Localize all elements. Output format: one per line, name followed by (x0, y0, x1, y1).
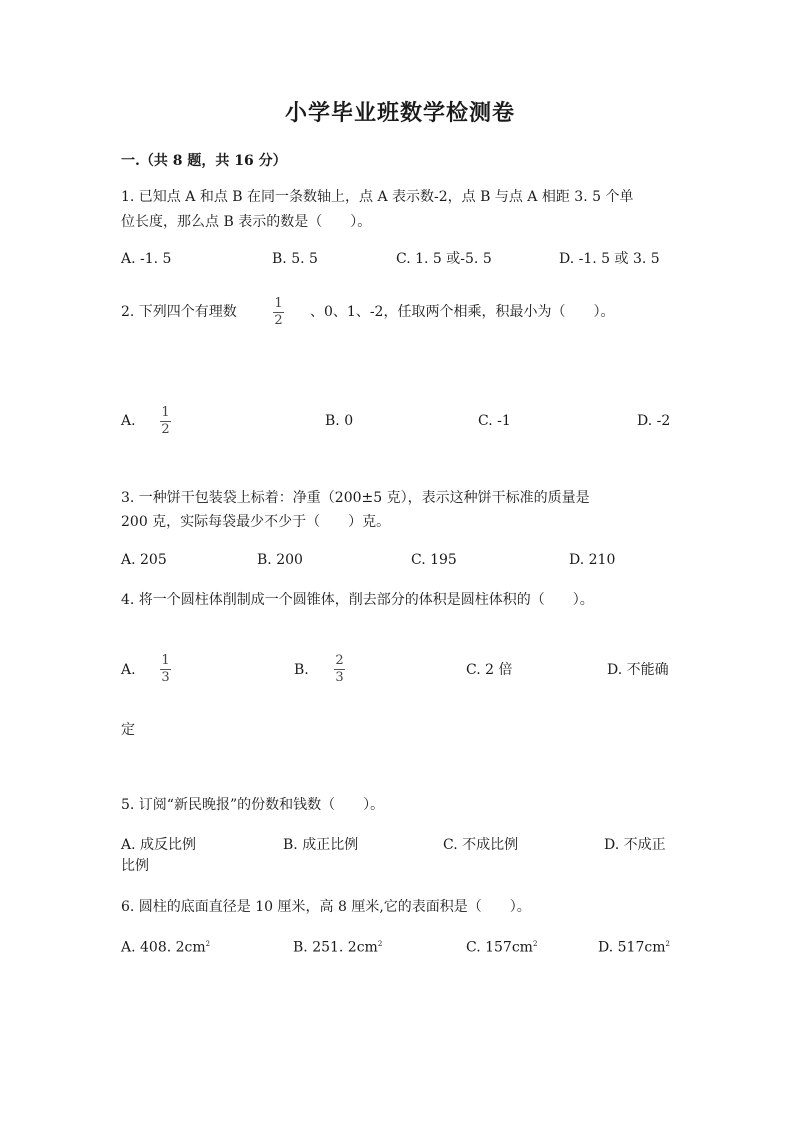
fraction-denominator: 3 (335, 670, 344, 685)
q5-option-d-line1: D. 不成正 (604, 837, 666, 853)
q2-option-d: D. -2 (637, 413, 671, 429)
fraction-numerator: 1 (274, 296, 283, 311)
q4-option-c: C. 2 倍 (466, 662, 513, 678)
q5-option-d-line2: 比例 (121, 858, 149, 874)
q1-text-line1: 1. 已知点 A 和点 B 在同一条数轴上，点 A 表示数-2，点 B 与点 A 相距 3. 5 个单 (121, 189, 634, 205)
fraction-numerator: 1 (161, 653, 170, 668)
section-heading: 一.（共 8 题，共 16 分） (121, 153, 287, 169)
q2-text-suffix: 、0、1、-2，任取两个相乘，积最小为（ ）。 (310, 304, 615, 320)
fraction-numerator: 1 (161, 405, 170, 420)
fraction-denominator: 2 (274, 313, 283, 328)
q3-option-d: D. 210 (569, 552, 616, 568)
q3-text-line1: 3. 一种饼干包装袋上标着：净重（200±5 克），表示这种饼干标准的质量是 (121, 490, 590, 506)
q4-option-a-fraction (160, 654, 171, 685)
fraction-numerator: 2 (335, 653, 344, 668)
q5-option-c: C. 不成比例 (443, 837, 519, 853)
exam-title: 小学毕业班数学检测卷 (284, 100, 515, 126)
fraction-denominator: 2 (161, 422, 170, 437)
q3-text-line2: 200 克，实际每袋最少不少于（ ）克。 (121, 514, 391, 530)
q1-option-b: B. 5. 5 (272, 251, 318, 267)
q4-option-d-line1: D. 不能确 (607, 662, 669, 678)
q5-option-b: B. 成正比例 (283, 837, 359, 853)
q2-option-b: B. 0 (325, 413, 354, 429)
q6-option-c-superscript: 2 (532, 940, 538, 948)
q4-option-d-line2: 定 (121, 722, 135, 738)
q4-option-b-label: B. (294, 662, 309, 678)
fraction-denominator: 3 (161, 670, 170, 685)
q4-text-line1: 4. 将一个圆柱体削制成一个圆锥体，削去部分的体积是圆柱体积的（ ）。 (121, 592, 594, 608)
q4-option-a-label: A. (121, 662, 136, 678)
q1-text-line2: 位长度，那么点 B 表示的数是（ ）。 (121, 214, 372, 230)
q6-option-a-text: A. 408. 2cm (121, 939, 206, 956)
q1-option-a: A. -1. 5 (121, 251, 172, 267)
q3-option-a: A. 205 (121, 552, 167, 568)
q5-text-line1: 5. 订阅“新民晚报”的份数和钱数（ ）。 (121, 797, 385, 813)
q3-option-c: C. 195 (411, 552, 457, 568)
q6-text-line1: 6. 圆柱的底面直径是 10 厘米，高 8 厘米,它的表面积是（ ）。 (121, 899, 531, 915)
q2-text-prefix: 2. 下列四个有理数 (121, 304, 237, 320)
q2-option-a-fraction (160, 406, 171, 437)
q6-option-c (466, 935, 537, 957)
q6-option-a-superscript: 2 (205, 940, 211, 948)
q6-option-d (598, 935, 670, 957)
q6-option-d-text: D. 517cm (598, 939, 666, 956)
q2-fraction-half (273, 297, 284, 328)
q1-option-d: D. -1. 5 或 3. 5 (559, 251, 660, 267)
q3-option-b: B. 200 (257, 552, 303, 568)
q6-option-d-superscript: 2 (665, 940, 670, 948)
q6-option-b-text: B. 251. 2cm (293, 939, 378, 956)
q5-option-a: A. 成反比例 (121, 837, 197, 853)
q2-option-c: C. -1 (478, 413, 511, 429)
q6-option-a (121, 935, 210, 957)
q1-option-c: C. 1. 5 或-5. 5 (396, 251, 492, 267)
q6-option-c-text: C. 157cm (466, 939, 533, 956)
q2-option-a-label: A. (121, 413, 136, 429)
q6-option-b-superscript: 2 (377, 940, 383, 948)
q6-option-b (293, 935, 382, 957)
q4-option-b-fraction (334, 654, 345, 685)
